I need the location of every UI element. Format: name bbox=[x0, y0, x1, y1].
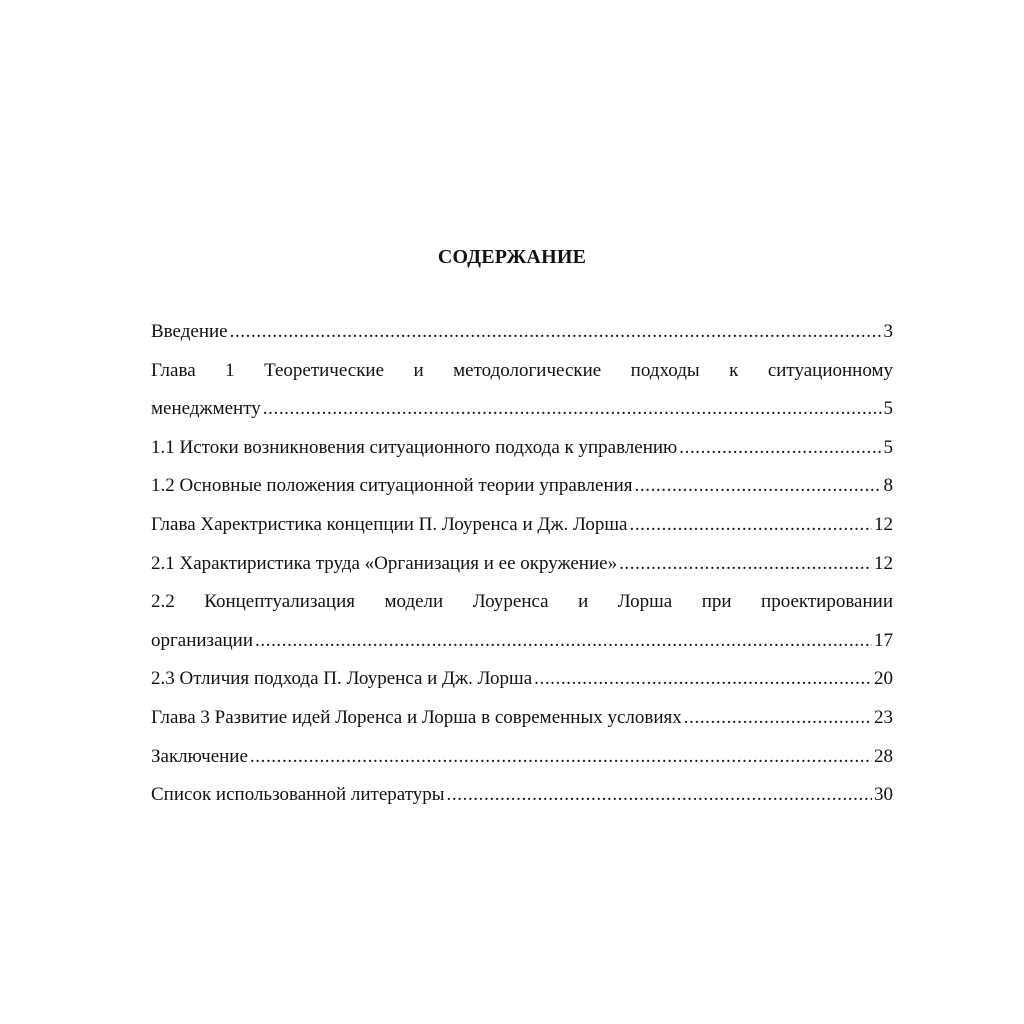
dot-leader bbox=[230, 313, 882, 352]
toc-entry-text: менеджменту bbox=[151, 398, 261, 420]
dot-leader bbox=[534, 660, 872, 699]
toc-entry-text: Глава Харектристика концепции П. Лоуренса и Дж. Лорша bbox=[151, 513, 628, 535]
toc-entry-text: Заключение bbox=[151, 745, 248, 767]
toc-entry-chapter-1 bbox=[151, 352, 893, 429]
toc-entry-2-2 bbox=[151, 583, 893, 660]
toc-entry-2-3 bbox=[151, 660, 893, 699]
toc-entry-text: 2.1 Характиристика труда «Организация и ее окружение» bbox=[151, 552, 618, 574]
toc-entry-text: 1.1 Истоки возникновения ситуационного подхода к управлению bbox=[151, 436, 678, 458]
toc-entry-1-2 bbox=[151, 467, 893, 506]
toc-page-number: 30 bbox=[874, 784, 893, 806]
toc-page-number: 17 bbox=[874, 629, 893, 651]
table-of-contents bbox=[151, 313, 893, 815]
toc-page-number: 20 bbox=[874, 668, 893, 690]
toc-entry-conclusion bbox=[151, 738, 893, 777]
dot-leader bbox=[629, 506, 872, 545]
toc-entry-text-line: Глава 1 Теоретические и методологические подходы к ситуационному bbox=[151, 359, 893, 381]
toc-page-number: 23 bbox=[874, 706, 893, 728]
toc-entry-1-1 bbox=[151, 429, 893, 468]
toc-entry-text-line: 2.2 Концептуализация модели Лоуренса и Лорша при проектировании bbox=[151, 591, 893, 613]
toc-entry-text: Введение bbox=[151, 321, 228, 342]
toc-page-number: 5 bbox=[883, 398, 893, 420]
toc-page-number: 5 bbox=[883, 436, 893, 458]
dot-leader bbox=[263, 390, 882, 429]
toc-entry-text: 1.2 Основные положения ситуационной теории управления bbox=[151, 475, 633, 497]
dot-leader bbox=[635, 467, 882, 506]
page-title: СОДЕРЖАНИЕ bbox=[437, 246, 587, 268]
toc-entry-references bbox=[151, 776, 893, 815]
toc-entry-introduction bbox=[151, 313, 893, 352]
toc-entry-text: организации bbox=[151, 629, 254, 651]
toc-entry-text: 2.3 Отличия подхода П. Лоуренса и Дж. Лорша bbox=[151, 668, 533, 690]
toc-entry-2-1 bbox=[151, 545, 893, 584]
dot-leader bbox=[250, 738, 872, 777]
dot-leader bbox=[255, 622, 872, 661]
dot-leader bbox=[684, 699, 872, 738]
dot-leader bbox=[619, 545, 872, 584]
toc-entry-chapter-3 bbox=[151, 699, 893, 738]
toc-page-number: 3 bbox=[883, 321, 893, 342]
toc-page-number: 8 bbox=[883, 475, 893, 497]
toc-entry-text: Глава 3 Развитие идей Лоренса и Лорша в современных условиях bbox=[151, 706, 682, 728]
dot-leader bbox=[679, 429, 881, 468]
toc-page-number: 12 bbox=[874, 513, 893, 535]
dot-leader bbox=[447, 776, 872, 815]
toc-page-number: 12 bbox=[874, 552, 893, 574]
toc-page-number: 28 bbox=[874, 745, 893, 767]
toc-entry-chapter-2 bbox=[151, 506, 893, 545]
toc-entry-text: Список использованной литературы bbox=[151, 784, 445, 806]
